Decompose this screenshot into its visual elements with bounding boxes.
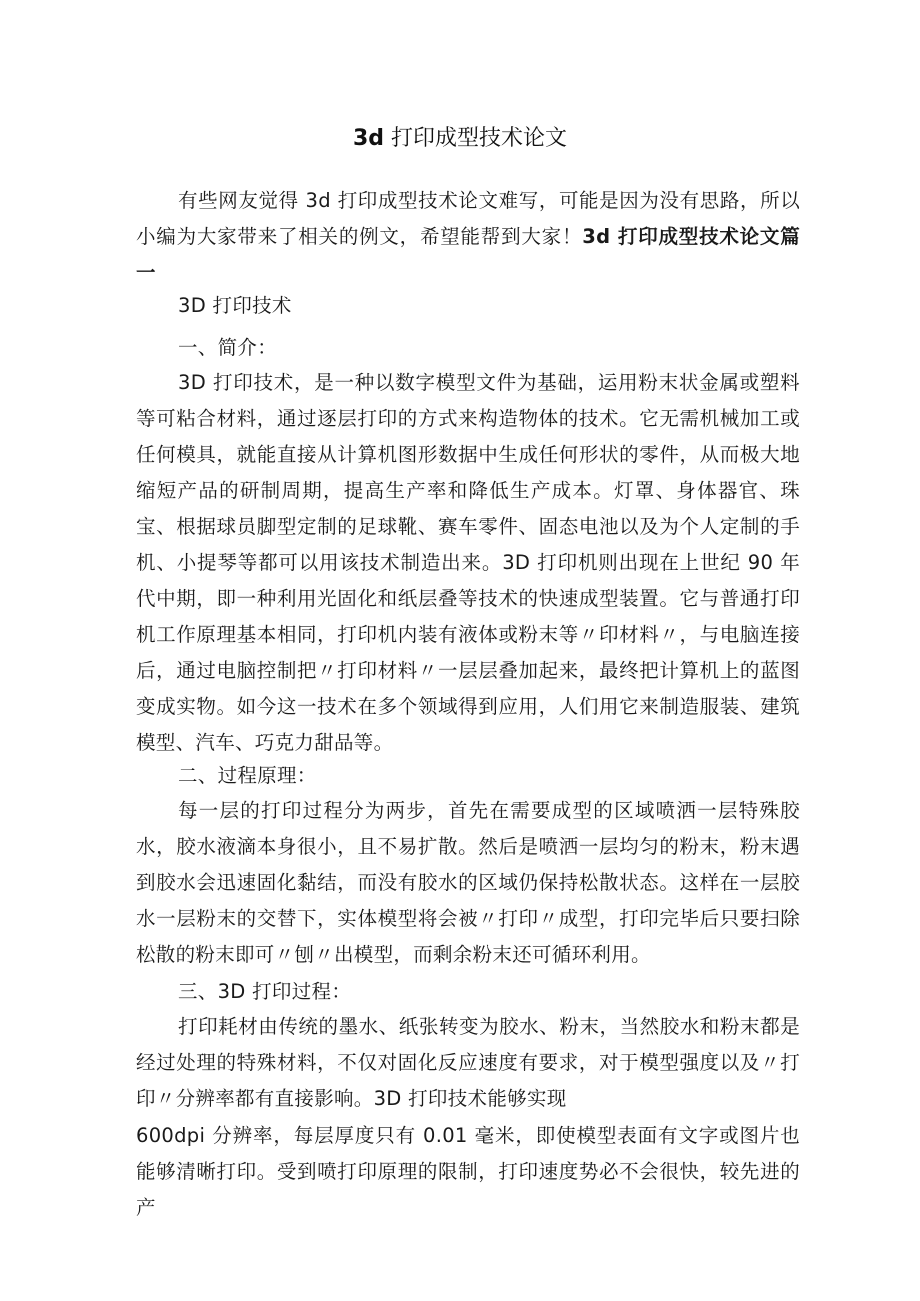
document-title (0, 124, 920, 154)
section3-body (136, 1009, 800, 1117)
section1-heading-text: 一、简介： (178, 336, 278, 359)
section1-body-text: 3D 打印技术，是一种以数字模型文件为基础，运用粉末状金属或塑料等可粘合材料，通过逐层打印的方式来构造物体的技术。它无需机械加工或任何模具，就能直接从计算机图形数据中生成任何形状的零件，从而极大地缩短产品的研制周期，提高生产率和降低生产成本。灯罩、身体器官、珠宝、根据球员脚型定制的足球靴、赛车零件、固态电池以及为个人定制的手机、小提琴等都可以用该技术制造出来。3D 打印机则出现在上世纪 90 年代中期，即一种利用光固化和纸层叠等技术的快速成型装置。它与普通打印机工作原理基本相同，打印机内装有液体或粉末等〃印材料〃，与电脑连接后，通过电脑控制把〃打印材料〃一层层叠加起来，最终把计算机上的蓝图变成实物。如今这一技术在多个领域得到应用，人们用它来制造服装、建筑模型、汽车、巧克力甜品等。 (136, 371, 800, 754)
intro-bold-tail: 3d 打印成型技术论文篇一 (136, 225, 800, 284)
subtitle (136, 288, 800, 324)
section3-heading-text: 三、3D 打印过程： (178, 980, 352, 1003)
section3-continuation (136, 1118, 800, 1226)
intro-paragraph (136, 183, 800, 291)
section1-body (136, 365, 800, 761)
subtitle-text: 3D 打印技术 (178, 294, 292, 317)
section2-heading-text: 二、过程原理： (178, 764, 317, 787)
title-prefix: 3d (352, 126, 385, 151)
section2-body-text: 每一层的打印过程分为两步，首先在需要成型的区域喷洒一层特殊胶水，胶水液滴本身很小，且不易扩散。然后是喷洒一层均匀的粉末，粉末遇到胶水会迅速固化黏结，而没有胶水的区域仍保持松散状态。这样在一层胶水一层粉末的交替下，实体模型将会被〃打印〃成型，打印完毕后只要扫除松散的粉末即可〃刨〃出模型，而剩余粉末还可循环利用。 (136, 799, 800, 966)
section2-body (136, 793, 800, 973)
section3-heading (136, 974, 800, 1010)
section2-heading (136, 758, 800, 794)
section3-continuation-text: 600dpi 分辨率，每层厚度只有 0.01 毫米，即使模型表面有文字或图片也能够清晰打印。受到喷打印原理的限制，打印速度势必不会很快，较先进的产 (136, 1124, 800, 1219)
section3-body-text: 打印耗材由传统的墨水、纸张转变为胶水、粉末，当然胶水和粉末都是经过处理的特殊材料，不仅对固化反应速度有要求，对于模型强度以及〃打印〃分辨率都有直接影响。3D 打印技术能够实现 (136, 1015, 800, 1110)
intro-text: 有些网友觉得 3d 打印成型技术论文难写，可能是因为没有思路，所以小编为大家带来了相关的例文，希望能帮到大家！ (136, 189, 800, 248)
section1-heading (136, 330, 800, 366)
title-text: 打印成型技术论文 (384, 126, 568, 151)
